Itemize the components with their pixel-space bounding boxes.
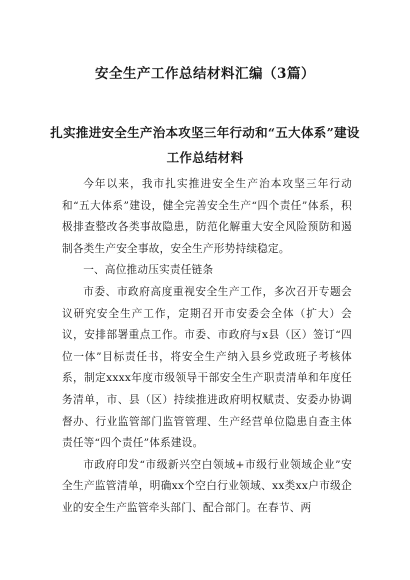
article-title-line-1: 扎实推进安全生产治本攻坚三年行动和“五大体系”建设 — [50, 125, 360, 140]
document-title: 安全生产工作总结材料汇编（3篇） — [95, 66, 315, 82]
article-body — [62, 174, 352, 520]
paragraph-responsibility: 市委、市政府高度重视安全生产工作，多次召开专题会议研究安全生产工作，定期召开市安委会全体（扩大）会议，安排部署重点工作。市委、市政府与x县（区）签订“四位一体”目标责任书，将安全生产纳入县乡党政班子考核体系，制定xxxx年度市级领导干部安全生产职责清单和年度任务清单，市、县（区）持续推进政府明权赋责、安委办协调督办、行业监管部门监管管理、生产经营单位隐患自查主体责任等“四个责任”体系建设。 — [62, 285, 352, 450]
section-heading-1: 一、高位推动压实责任链条 — [83, 264, 214, 277]
paragraph-supervision-list: 市政府印发“市级新兴空白领域+市级行业领域企业”安全生产监管清单，明确xx个空白行业领域、xx类xx户市级企业的安全生产监管牵头部门、配合部门。在春节、两 — [62, 458, 352, 514]
paragraph-intro: 今年以来，我市扎实推进安全生产治本攻坚三年行动和“五大体系”建设，健全完善安全生产“四个责任”体系，积极排查整改各类事故隐患，防范化解重大安全风险预防和遏制各类生产安全事故，安全生产形势持续稳定。 — [62, 178, 352, 255]
article-title-line-2: 工作总结材料 — [166, 150, 244, 165]
